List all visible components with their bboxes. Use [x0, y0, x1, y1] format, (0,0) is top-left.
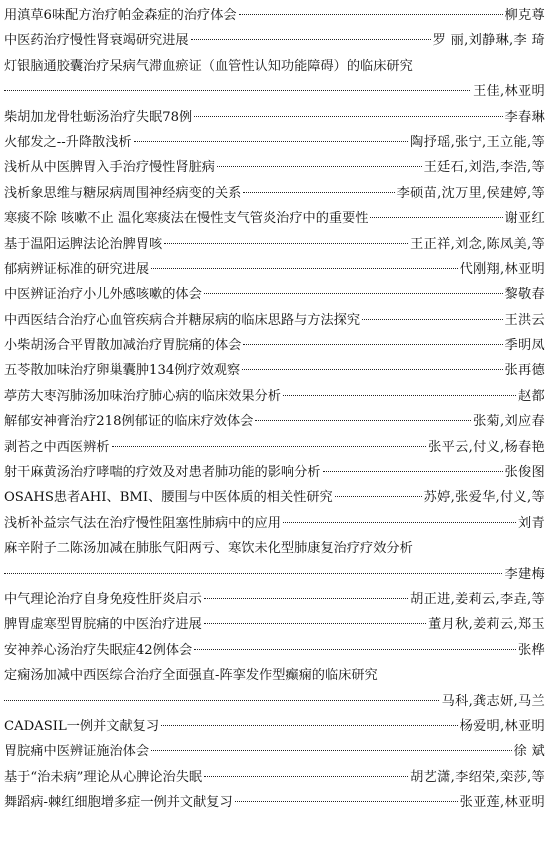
entry-author: 马科,龚志妍,马兰	[441, 693, 545, 709]
entry-author: 王佳,林亚明	[473, 84, 545, 100]
entry-author: 董月秋,姜莉云,郑玉	[428, 617, 545, 633]
entry-title: 解郁安神膏治疗218例郁证的临床疗效体会	[4, 414, 254, 430]
entry-title: 中医药治疗慢性肾衰竭研究进展	[4, 33, 189, 49]
dot-leader	[112, 446, 427, 447]
toc-entry[interactable]	[4, 384, 545, 409]
dot-leader	[283, 522, 516, 523]
dot-leader	[4, 573, 502, 574]
dot-leader	[194, 649, 516, 650]
entry-title: 浅析补益宗气法在治疗慢性阻塞性肺病中的应用	[4, 515, 281, 531]
entry-title: 浅析象思维与糖尿病周围神经病变的关系	[4, 185, 242, 201]
entry-title: 五苓散加味治疗卵巢囊肿134例疗效观察	[4, 363, 241, 379]
dot-leader	[4, 90, 470, 91]
toc-entry[interactable]	[4, 358, 545, 383]
toc-entry[interactable]	[4, 485, 545, 510]
entry-title: 灯银脑通胶囊治疗呆病气滞血瘀证（血管性认知功能障碍）的临床研究	[4, 58, 413, 74]
toc-entry[interactable]	[4, 105, 545, 130]
entry-author: 陶抒瑶,张宁,王立能,等	[410, 134, 545, 150]
toc-entry[interactable]	[4, 587, 545, 612]
toc-entry[interactable]	[4, 181, 545, 206]
dot-leader	[362, 319, 502, 320]
toc-entry[interactable]	[4, 511, 545, 536]
toc-entry[interactable]	[4, 206, 545, 231]
dot-leader	[243, 192, 394, 193]
entry-author: 王洪云	[504, 312, 545, 328]
toc-entry[interactable]	[4, 257, 545, 282]
entry-author: 黎敬春	[504, 287, 545, 303]
entry-author: 张俊图	[504, 465, 545, 481]
entry-title: 用滇草6味配方治疗帕金森症的治疗体会	[4, 8, 237, 23]
entry-title: 寒痰不除 咳嗽不止 温化寒痰法在慢性支气管炎治疗中的重要性	[4, 211, 369, 227]
entry-author: 张平云,付义,杨春艳	[428, 439, 545, 455]
entry-author: 徐 斌	[513, 744, 545, 760]
entry-author: 李硕苗,沈万里,侯建婷,等	[396, 185, 545, 201]
toc-entry[interactable]	[4, 409, 545, 434]
entry-title: 小柴胡汤合平胃散加减治疗胃脘痛的体会	[4, 338, 242, 354]
entry-author: 李春琳	[504, 109, 545, 125]
entry-author: 柳克尊	[504, 8, 545, 23]
entry-title: CADASIL一例并文献复习	[4, 718, 160, 734]
toc-entry[interactable]	[4, 333, 545, 358]
entry-author: 李建梅	[504, 566, 545, 582]
entry-title: 基于“治未病”理论从心脾论治失眠	[4, 769, 203, 785]
dot-leader	[164, 243, 408, 244]
entry-title: 射干麻黄汤治疗哮喘的疗效及对患者肺功能的影响分析	[4, 465, 321, 481]
toc-entry[interactable]	[4, 536, 545, 587]
entry-author: 张桦	[518, 642, 545, 658]
entry-author: 胡正进,姜莉云,李垚,等	[410, 591, 545, 607]
entry-author: 杨爱明,林亚明	[459, 718, 545, 734]
toc-entry[interactable]	[4, 130, 545, 155]
toc-entry[interactable]	[4, 790, 545, 815]
toc-entry[interactable]	[4, 435, 545, 460]
dot-leader	[335, 496, 422, 497]
dot-leader	[151, 750, 511, 751]
dot-leader	[283, 395, 516, 396]
toc-entry[interactable]	[4, 460, 545, 485]
toc-entry[interactable]	[4, 638, 545, 663]
entry-title: 剥苔之中西医辨析	[4, 439, 110, 455]
toc-entry[interactable]	[4, 308, 545, 333]
entry-author: 苏婷,张爱华,付义,等	[423, 490, 545, 506]
dot-leader	[217, 166, 422, 167]
dot-leader	[242, 369, 502, 370]
dot-leader	[161, 725, 458, 726]
entry-author: 张亚莲,林亚明	[459, 795, 545, 811]
toc-entry[interactable]	[4, 3, 545, 28]
dot-leader	[323, 471, 503, 472]
entry-title: 中西医结合治疗心血管疾病合并糖尿病的临床思路与方法探究	[4, 312, 361, 328]
toc-entry[interactable]	[4, 155, 545, 180]
toc-entry[interactable]	[4, 232, 545, 257]
dot-leader	[4, 700, 439, 701]
entry-title: 葶苈大枣泻肺汤加味治疗肺心病的临床效果分析	[4, 388, 281, 404]
dot-leader	[204, 598, 408, 599]
dot-leader	[194, 116, 502, 117]
dot-leader	[370, 217, 502, 218]
entry-title: 安神养心汤治疗失眠症42例体会	[4, 642, 193, 658]
entry-title: 中医辨证治疗小儿外感咳嗽的体会	[4, 287, 202, 303]
dot-leader	[235, 801, 458, 802]
entry-author: 赵都	[518, 388, 545, 404]
entry-title: 中气理论治疗自身免疫性肝炎启示	[4, 591, 202, 607]
toc-entry[interactable]	[4, 54, 545, 105]
entry-author: 王正祥,刘念,陈凤美,等	[410, 236, 545, 252]
entry-title: 柴胡加龙骨牡蛎汤治疗失眠78例	[4, 109, 193, 125]
dot-leader	[151, 268, 458, 269]
toc-entry[interactable]	[4, 663, 545, 714]
entry-title: 火郁发之--升降散浅析	[4, 134, 132, 150]
dot-leader	[204, 623, 426, 624]
dot-leader	[191, 39, 431, 40]
entry-title: 舞蹈病-棘红细胞增多症一例并文献复习	[4, 795, 233, 811]
entry-title: 麻辛附子二陈汤加减在肺胀气阳两亏、寒饮未化型肺康复治疗疗效分析	[4, 541, 413, 557]
entry-author: 胡艺潇,李绍荣,栾莎,等	[410, 769, 545, 785]
dot-leader	[255, 420, 471, 421]
entry-title: 脾胃虚寒型胃脘痛的中医治疗进展	[4, 617, 202, 633]
entry-author: 王廷石,刘浩,李浩,等	[423, 160, 545, 176]
entry-author: 代刚翔,林亚明	[459, 261, 545, 277]
entry-author: 张菊,刘应春	[473, 414, 545, 430]
dot-leader	[204, 293, 503, 294]
entry-title: 胃脘痛中医辨证施治体会	[4, 744, 150, 760]
entry-title: OSAHS患者AHI、BMI、腰围与中医体质的相关性研究	[4, 490, 333, 506]
toc-entry[interactable]	[4, 714, 545, 739]
entry-title: 郁病辨证标准的研究进展	[4, 261, 150, 277]
toc-entry[interactable]	[4, 765, 545, 790]
entry-author: 季明凤	[504, 338, 545, 354]
dot-leader	[243, 344, 502, 345]
dot-leader	[134, 141, 409, 142]
dot-leader	[204, 776, 408, 777]
entry-title: 定痫汤加减中西医综合治疗全面强直-阵挛发作型癫痫的临床研究	[4, 668, 378, 684]
entry-title: 基于温阳运脾法论治脾胃咳	[4, 236, 163, 252]
entry-title: 浅析从中医脾胃入手治疗慢性肾脏病	[4, 160, 215, 176]
entry-author: 谢亚红	[504, 211, 545, 227]
entry-author: 罗 丽,刘静琳,李 琦	[432, 33, 545, 49]
toc-entry[interactable]	[4, 282, 545, 307]
toc-entry[interactable]	[4, 612, 545, 637]
dot-leader	[239, 14, 503, 15]
toc-entry[interactable]	[4, 28, 545, 53]
entry-author: 张再德	[504, 363, 545, 379]
toc-entry[interactable]	[4, 739, 545, 764]
entry-author: 刘青	[518, 515, 545, 531]
